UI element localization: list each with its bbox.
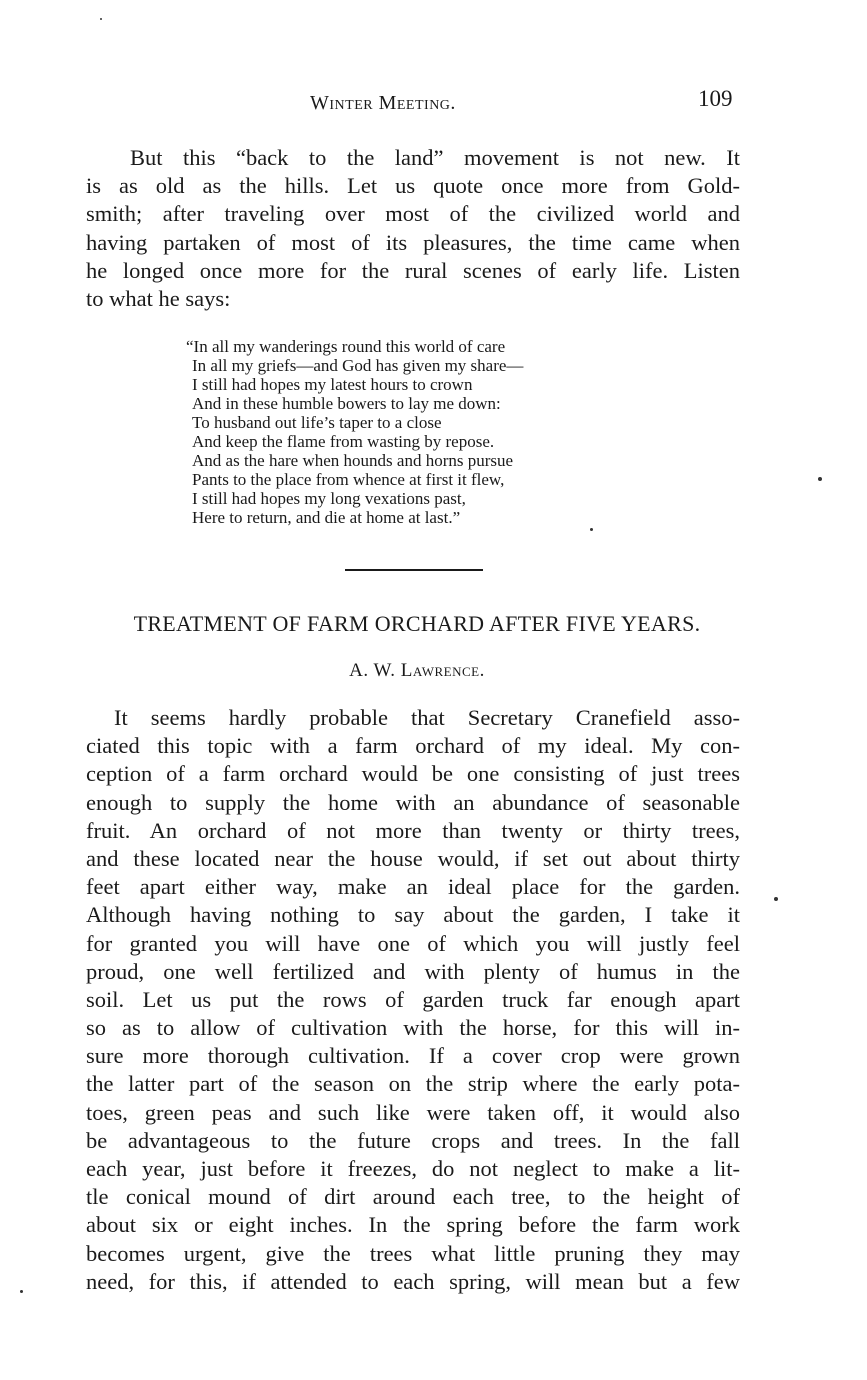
intro-paragraph [86,144,740,313]
scan-speck [20,1290,23,1293]
paragraph-line: But this “back to the land” movement is not new. It [130,145,740,170]
poem-line: And in these humble bowers to lay me down: [192,394,501,413]
paragraph-line: Although having nothing to say about the garden, I take it [86,902,740,928]
scan-speck [818,477,822,481]
article-title: TREATMENT OF FARM ORCHARD AFTER FIVE YEARS. [133,611,701,636]
paragraph-line: be advantageous to the future crops and trees. In the fall [86,1127,740,1153]
quoted-poem [186,337,523,527]
poem-line: I still had hopes my latest hours to crown [192,375,473,394]
paragraph-line: ception of a farm orchard would be one consisting of just trees [86,761,740,787]
paragraph-line: need, for this, if attended to each spring, will mean but a few [86,1268,740,1294]
article-author: A. W. Lawrence. [349,660,485,681]
paragraph-line: so as to allow of cultivation with the horse, for this will in- [86,1015,740,1041]
paragraph-line: soil. Let us put the rows of garden truck far enough apart [86,986,740,1012]
paragraph-line: for granted you will have one of which you will justly feel [86,930,740,956]
paragraph-line: smith; after traveling over most of the civilized world and [86,201,740,227]
paragraph-line: It seems hardly probable that Secretary Cranefield asso- [114,705,740,730]
paragraph-line: he longed once more for the rural scenes of early life. Listen [86,257,740,283]
poem-line: Pants to the place from whence at first it flew, [192,470,505,489]
page-number: 109 [698,86,733,111]
paragraph-line: the latter part of the season on the strip where the early pota- [86,1071,740,1097]
poem-line: I still had hopes my long vexations past, [192,489,466,508]
paragraph-line: fruit. An orchard of not more than twenty or thirty trees, [86,817,740,843]
paragraph-line: ciated this topic with a farm orchard of my ideal. My con- [86,733,740,759]
paragraph-line: feet apart either way, make an ideal place for the garden. [86,874,740,900]
paragraph-line: tle conical mound of dirt around each tree, to the height of [86,1184,740,1210]
poem-line: Here to return, and die at home at last.” [192,508,461,527]
paragraph-line: enough to supply the home with an abundance of seasonable [86,789,740,815]
poem-line: And as the hare when hounds and horns pursue [192,451,514,470]
running-title: Winter Meeting. [310,92,456,114]
scan-speck [100,18,102,20]
paragraph-line: about six or eight inches. In the spring before the farm work [86,1212,740,1238]
poem-line: In all my griefs—and God has given my share— [192,356,524,375]
paragraph-line: having partaken of most of its pleasures, the time came when [86,229,740,255]
paragraph-line: proud, one well fertilized and with plenty of humus in the [86,958,740,984]
scan-speck [774,897,778,901]
article-body [86,704,740,1296]
scan-speck [590,528,593,531]
poem-line: And keep the flame from wasting by repose. [192,432,495,451]
paragraph-line: to what he says: [86,285,231,311]
poem-line: “In all my wanderings round this world of care [186,337,506,356]
paragraph-line: each year, just before it freezes, do not neglect to make a lit- [86,1156,740,1181]
poem-line: To husband out life’s taper to a close [192,413,442,432]
running-header [0,86,867,116]
paragraph-line: is as old as the hills. Let us quote once more from Gold- [86,173,740,199]
section-divider [345,569,483,571]
paragraph-line: and these located near the house would, if set out about thirty [86,845,740,871]
paragraph-line: toes, green peas and such like were taken off, it would also [86,1099,740,1125]
paragraph-line: sure more thorough cultivation. If a cover crop were grown [86,1043,740,1069]
paragraph-line: becomes urgent, give the trees what little pruning they may [86,1240,740,1266]
